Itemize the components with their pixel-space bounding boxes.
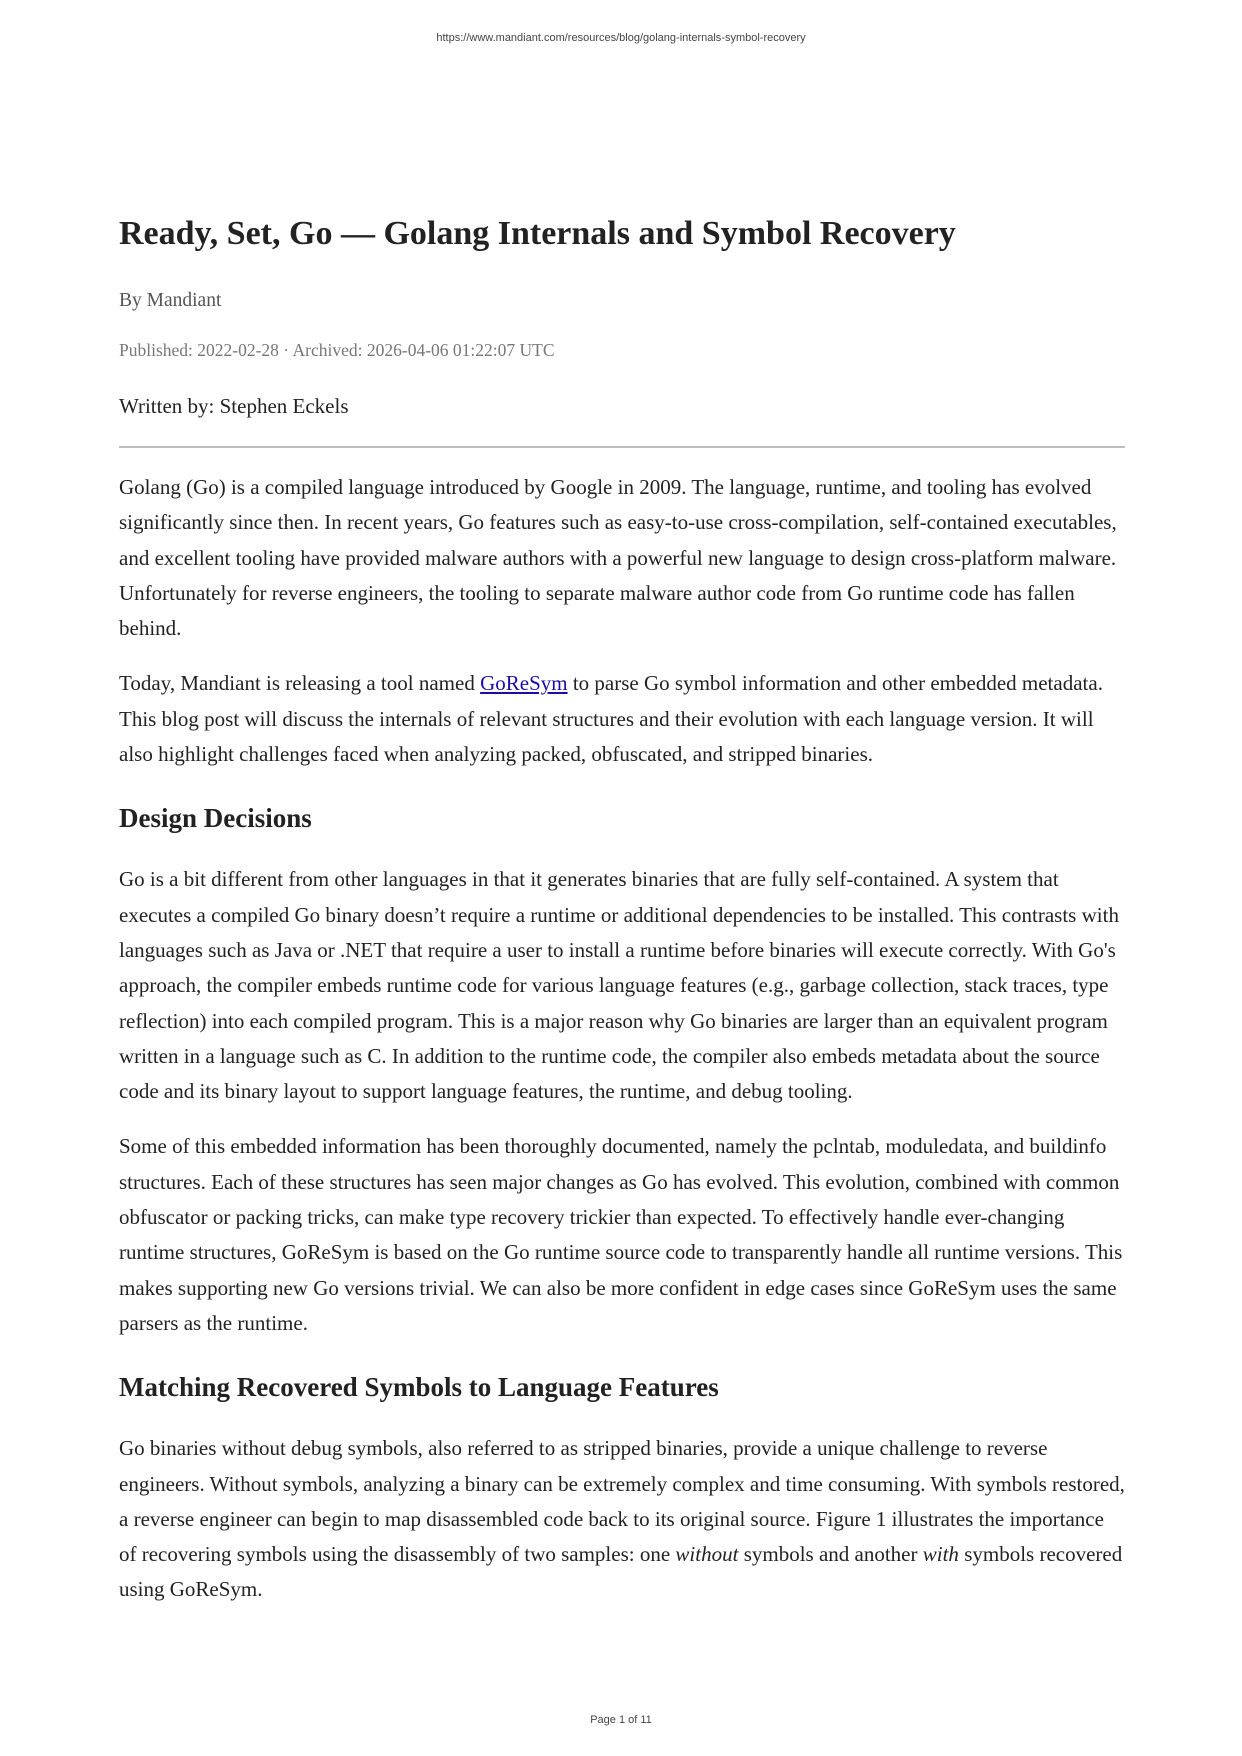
design-paragraph-2: Some of this embedded information has been thoroughly documented, namely the pclntab, moduledata, and buildinfo structures. Each of these structures has seen major changes as Go has evolved. This evolution, combined with common obfuscator or packing tricks, can make type recovery trickier than expected. To effectively handle ever-changing runtime structures, GoReSym is based on the Go runtime source code to transparently handle all runtime versions. This makes supporting new Go versions trivial. We can also be more confident in edge cases since GoReSym uses the same parsers as the runtime.: [119, 1134, 1123, 1335]
author-credit: Written by: Stephen Eckels: [119, 394, 349, 418]
release-text-after-link: to parse Go symbol information and other embedded metadata. This blog post will discuss the internals of relevant structures and their evolution with each language version. It will also highlight challenges faced when analyzing packed, obfuscated, and stripped binaries.: [119, 671, 1103, 767]
section-heading-matching-symbols: Matching Recovered Symbols to Language Features: [119, 1372, 719, 1403]
matching-text-part-3: symbols recovered using GoReSym.: [119, 1542, 1123, 1602]
print-header-url: https://www.mandiant.com/resources/blog/golang-internals-symbol-recovery: [436, 32, 806, 44]
matching-paragraph: [119, 1431, 1125, 1607]
goresym-link[interactable]: GoReSym: [480, 671, 568, 696]
matching-text-part-2: symbols and another: [738, 1542, 923, 1567]
publish-archive-meta: Published: 2022-02-28 · Archived: 2026-04-06 01:22:07 UTC: [119, 340, 555, 360]
header-divider: [119, 446, 1125, 448]
section-heading-design-decisions: Design Decisions: [119, 803, 312, 834]
emphasis-without: without: [675, 1542, 739, 1567]
intro-paragraph: Golang (Go) is a compiled language introduced by Google in 2009. The language, runtime, and tooling has evolved significantly since then. In recent years, Go features such as easy-to-use cross-compilation, self-contained executables, and excellent tooling have provided malware authors with a powerful new language to design cross-platform malware. Unfortunately for reverse engineers, the tooling to separate malware author code from Go runtime code has fallen behind.: [119, 475, 1117, 641]
matching-text-part-1: Go binaries without debug symbols, also referred to as stripped binaries, provide a unique challenge to reverse engineers. Without symbols, analyzing a binary can be extremely complex and time consuming. With symbols restored, a reverse engineer can begin to map disassembled code back to its original source. Figure 1 illustrates the importance of recovering symbols using the disassembly of two samples: one: [119, 1436, 1125, 1567]
article-title: Ready, Set, Go — Golang Internals and Symbol Recovery: [119, 215, 956, 252]
byline: By Mandiant: [119, 290, 222, 311]
release-text-before-link: Today, Mandiant is releasing a tool named: [119, 671, 481, 696]
design-paragraph-1: Go is a bit different from other languages in that it generates binaries that are fully self-contained. A system that executes a compiled Go binary doesn’t require a runtime or additional dependencies to be installed. This contrasts with languages such as Java or .NET that require a user to install a runtime before binaries will execute correctly. With Go's approach, the compiler embeds runtime code for various language features (e.g., garbage collection, stack traces, type reflection) into each compiled program. This is a major reason why Go binaries are larger than an equivalent program written in a language such as C. In addition to the runtime code, the compiler also embeds metadata about the source code and its binary layout to support language features, the runtime, and debug tooling.: [119, 867, 1119, 1104]
page-number: Page 1 of 11: [590, 1714, 652, 1726]
emphasis-with: with: [922, 1542, 959, 1567]
article-body: [119, 470, 1125, 1628]
release-paragraph: [119, 666, 1125, 772]
